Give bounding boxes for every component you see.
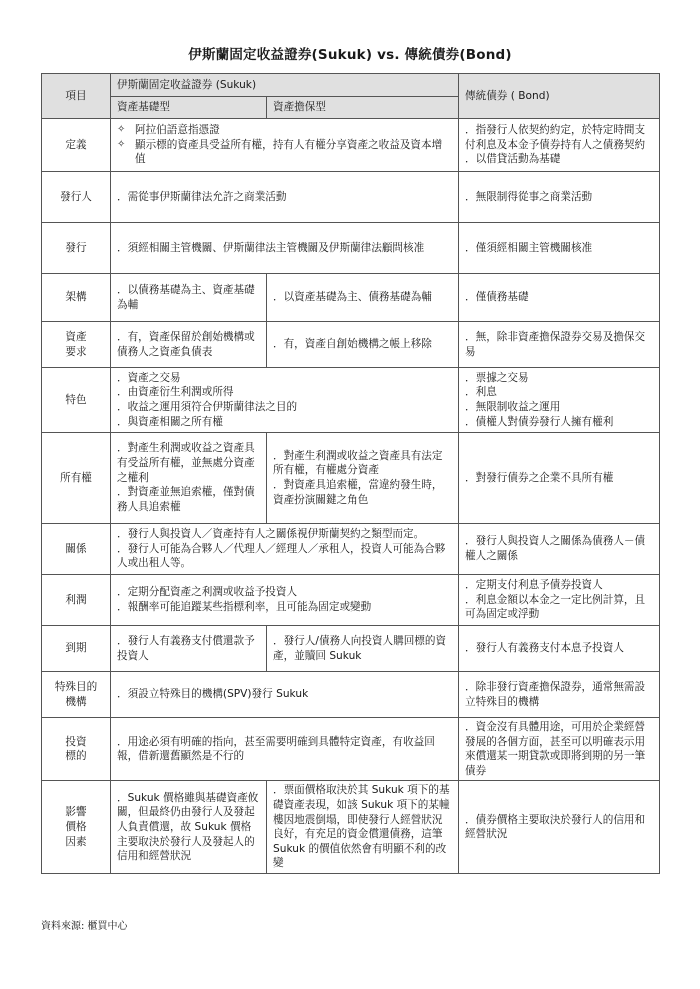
cell-line: ．利息金額以本金之一定比例計算，且可為固定或浮動 — [465, 593, 646, 621]
row-label: 發行人 — [42, 172, 111, 223]
cell-line: ．發行人有義務支付本息予投資人 — [465, 642, 624, 655]
asset-based-cell — [111, 781, 267, 874]
cell-line: ．發行人與投資人之關係為債務人－債權人之關係 — [465, 535, 646, 562]
row-label: 關係 — [42, 524, 111, 575]
asset-backed-cell — [267, 781, 459, 874]
cell-line: ．以債務基礎為主、資產基礎為輔 — [117, 283, 255, 311]
sukuk-cell — [111, 119, 459, 172]
cell-line: ．除非發行資產擔保證券，通常無需設立特殊目的機構 — [465, 680, 646, 708]
table-row — [42, 119, 660, 172]
asset-backed-cell — [267, 274, 459, 322]
table-row — [42, 172, 660, 223]
page-title: 伊斯蘭固定收益證券(Sukuk) vs. 傳統債券(Bond) — [188, 47, 512, 63]
cell-line: ．無，除非資產擔保證券交易及擔保交易 — [465, 330, 646, 358]
cell-line: ．對資產具追索權，當違約發生時，資產扮演關鍵之角色 — [273, 479, 443, 506]
row-label: 特色 — [42, 368, 111, 433]
table-row — [42, 575, 660, 626]
cell-line: ．無限制得從事之商業活動 — [465, 190, 593, 203]
sukuk-cell — [111, 575, 459, 626]
sukuk-cell — [111, 524, 459, 575]
cell-line: ．僅債務基礎 — [465, 291, 529, 304]
header-item: 項目 — [42, 74, 111, 119]
cell-line: ．對資產並無追索權，僅對債務人具追索權 — [117, 486, 255, 513]
cell-line: ．定期支付利息予債券投資人 — [465, 579, 603, 592]
bond-cell — [459, 119, 660, 172]
row-label: 投資 標的 — [42, 718, 111, 781]
row-label: 利潤 — [42, 575, 111, 626]
cell-line: ．以借貸活動為基礎 — [465, 153, 561, 166]
bond-cell — [459, 223, 660, 274]
header-asset-based: 資產基礎型 — [111, 97, 267, 119]
table-row — [42, 322, 660, 368]
cell-line: ．收益之運用須符合伊斯蘭律法之目的 — [117, 401, 298, 413]
row-label: 發行 — [42, 223, 111, 274]
cell-line: ．指發行人依契約約定，於特定時間支付利息及本金予債券持有人之債務契約 — [465, 124, 646, 151]
cell-line: ．報酬率可能追蹤某些指標利率，且可能為固定或變動 — [117, 601, 372, 613]
row-label: 架構 — [42, 274, 111, 322]
cell-line: ．發行人可能為合夥人／代理人／經理人／承租人，投資人可能為合夥人或出租人等。 — [117, 542, 446, 570]
cell-line: ．Sukuk 價格雖與基礎資產攸關，但最終仍由發行人及發起人負責償還，故 Sukuk 價格主要取決於發行人及發起人的信用和經營狀況 — [117, 791, 259, 863]
bond-cell — [459, 781, 660, 874]
sukuk-cell — [111, 368, 459, 433]
bond-cell — [459, 368, 660, 433]
table-row — [42, 368, 660, 433]
table-row — [42, 524, 660, 575]
cell-line: ．資產之交易 — [117, 371, 181, 384]
bullet-text: 阿拉伯語意指憑證 — [135, 124, 220, 137]
bond-cell — [459, 575, 660, 626]
cell-line: ．有，資產自創始機構之帳上移除 — [273, 338, 432, 351]
cell-line: ．用途必須有明確的指向，甚至需要明確到具體特定資產，有收益回報，借新還舊顯然是不行的 — [117, 735, 435, 763]
cell-line: ．須經相關主管機關、伊斯蘭律法主管機關及伊斯蘭律法顧問核准 — [117, 241, 425, 254]
table-row — [42, 672, 660, 718]
bond-cell — [459, 433, 660, 524]
cell-line: ．定期分配資產之利潤或收益予投資人 — [117, 586, 298, 599]
comparison-table — [41, 73, 660, 874]
cell-line: ．需從事伊斯蘭律法允許之商業活動 — [117, 190, 287, 203]
table-row — [42, 274, 660, 322]
asset-based-cell — [111, 626, 267, 672]
cell-line: ．資金沒有具體用途，可用於企業經營發展的各個方面，甚至可以明確表示用來償還某一期貸款或即將到期的另一筆債券 — [465, 721, 646, 777]
cell-line: ．與資產相關之所有權 — [117, 415, 223, 428]
bond-cell — [459, 626, 660, 672]
row-label: 定義 — [42, 119, 111, 172]
cell-line: ．債券價格主要取決於發行人的信用和經營狀況 — [465, 813, 646, 841]
cell-line: ．須設立特殊目的機構(SPV)發行 Sukuk — [117, 688, 309, 701]
table-row — [42, 223, 660, 274]
bond-cell — [459, 718, 660, 781]
cell-line: ．對產生利潤或收益之資產具有法定所有權，有權處分資產 — [273, 449, 443, 477]
bullet-text: 顯示標的資產具受益所有權，持有人有權分享資產之收益及資本增值 — [135, 138, 443, 166]
asset-based-cell — [111, 433, 267, 524]
bullet-item — [117, 123, 452, 138]
comparison-table-body — [42, 74, 660, 874]
bond-cell — [459, 322, 660, 368]
cell-line: ．債權人對債券發行人擁有權利 — [465, 415, 614, 428]
asset-backed-cell — [267, 322, 459, 368]
asset-backed-cell — [267, 433, 459, 524]
row-label: 所有權 — [42, 433, 111, 524]
cell-line: ．僅須經相關主管機關核准 — [465, 241, 593, 254]
cell-line: ．利息 — [465, 386, 497, 399]
cell-line: ．以資產基礎為主、債務基礎為輔 — [273, 291, 432, 304]
table-row — [42, 718, 660, 781]
sukuk-cell — [111, 223, 459, 274]
cell-line: ．有，資產保留於創始機構或債務人之資產負債表 — [117, 330, 255, 358]
source-note: 資料來源: 櫃買中心 — [41, 921, 128, 932]
asset-based-cell — [111, 322, 267, 368]
row-label: 特殊目的 機構 — [42, 672, 111, 718]
table-header-row — [42, 74, 660, 97]
cell-line: ．無限制收益之運用 — [465, 401, 561, 413]
cell-line: ．對產生利潤或收益之資產具有受益所有權，並無處分資產之權利 — [117, 442, 255, 484]
diamond-bullet-icon: ✧ — [117, 138, 126, 150]
row-label: 到期 — [42, 626, 111, 672]
bond-cell — [459, 672, 660, 718]
bond-cell — [459, 274, 660, 322]
header-sukuk: 伊斯蘭固定收益證券 (Sukuk) — [111, 74, 459, 97]
cell-line: ．票據之交易 — [465, 371, 529, 384]
header-bond: 傳統債券 ( Bond) — [459, 74, 660, 119]
bullet-item — [117, 138, 452, 167]
cell-line: ．由資產衍生利潤或所得 — [117, 386, 234, 399]
sukuk-cell — [111, 172, 459, 223]
cell-line: ．發行人與投資人／資產持有人之關係視伊斯蘭契約之類型而定。 — [117, 528, 425, 541]
table-row — [42, 433, 660, 524]
diamond-bullet-icon: ✧ — [117, 124, 126, 136]
cell-line: ．對發行債券之企業不具所有權 — [465, 471, 614, 484]
bond-cell — [459, 172, 660, 223]
header-asset-backed: 資產擔保型 — [267, 97, 459, 119]
row-label: 影響 價格 因素 — [42, 781, 111, 874]
cell-line: ．發行人/債務人向投資人購回標的資產，並贖回 Sukuk — [273, 634, 447, 662]
cell-line: ．票面價格取決於其 Sukuk 項下的基礎資產表現，如該 Sukuk 項下的某幢樓因地震倒塌，即使發行人經營狀況良好，有充足的資金償還債務，這筆 Sukuk 的價值依然會有明顯不利的改變 — [273, 784, 450, 870]
table-row — [42, 781, 660, 874]
cell-line: ．發行人有義務支付償還款予投資人 — [117, 634, 255, 662]
row-label: 資產 要求 — [42, 322, 111, 368]
bond-cell — [459, 524, 660, 575]
sukuk-cell — [111, 718, 459, 781]
sukuk-cell — [111, 672, 459, 718]
asset-backed-cell — [267, 626, 459, 672]
asset-based-cell — [111, 274, 267, 322]
table-row — [42, 626, 660, 672]
